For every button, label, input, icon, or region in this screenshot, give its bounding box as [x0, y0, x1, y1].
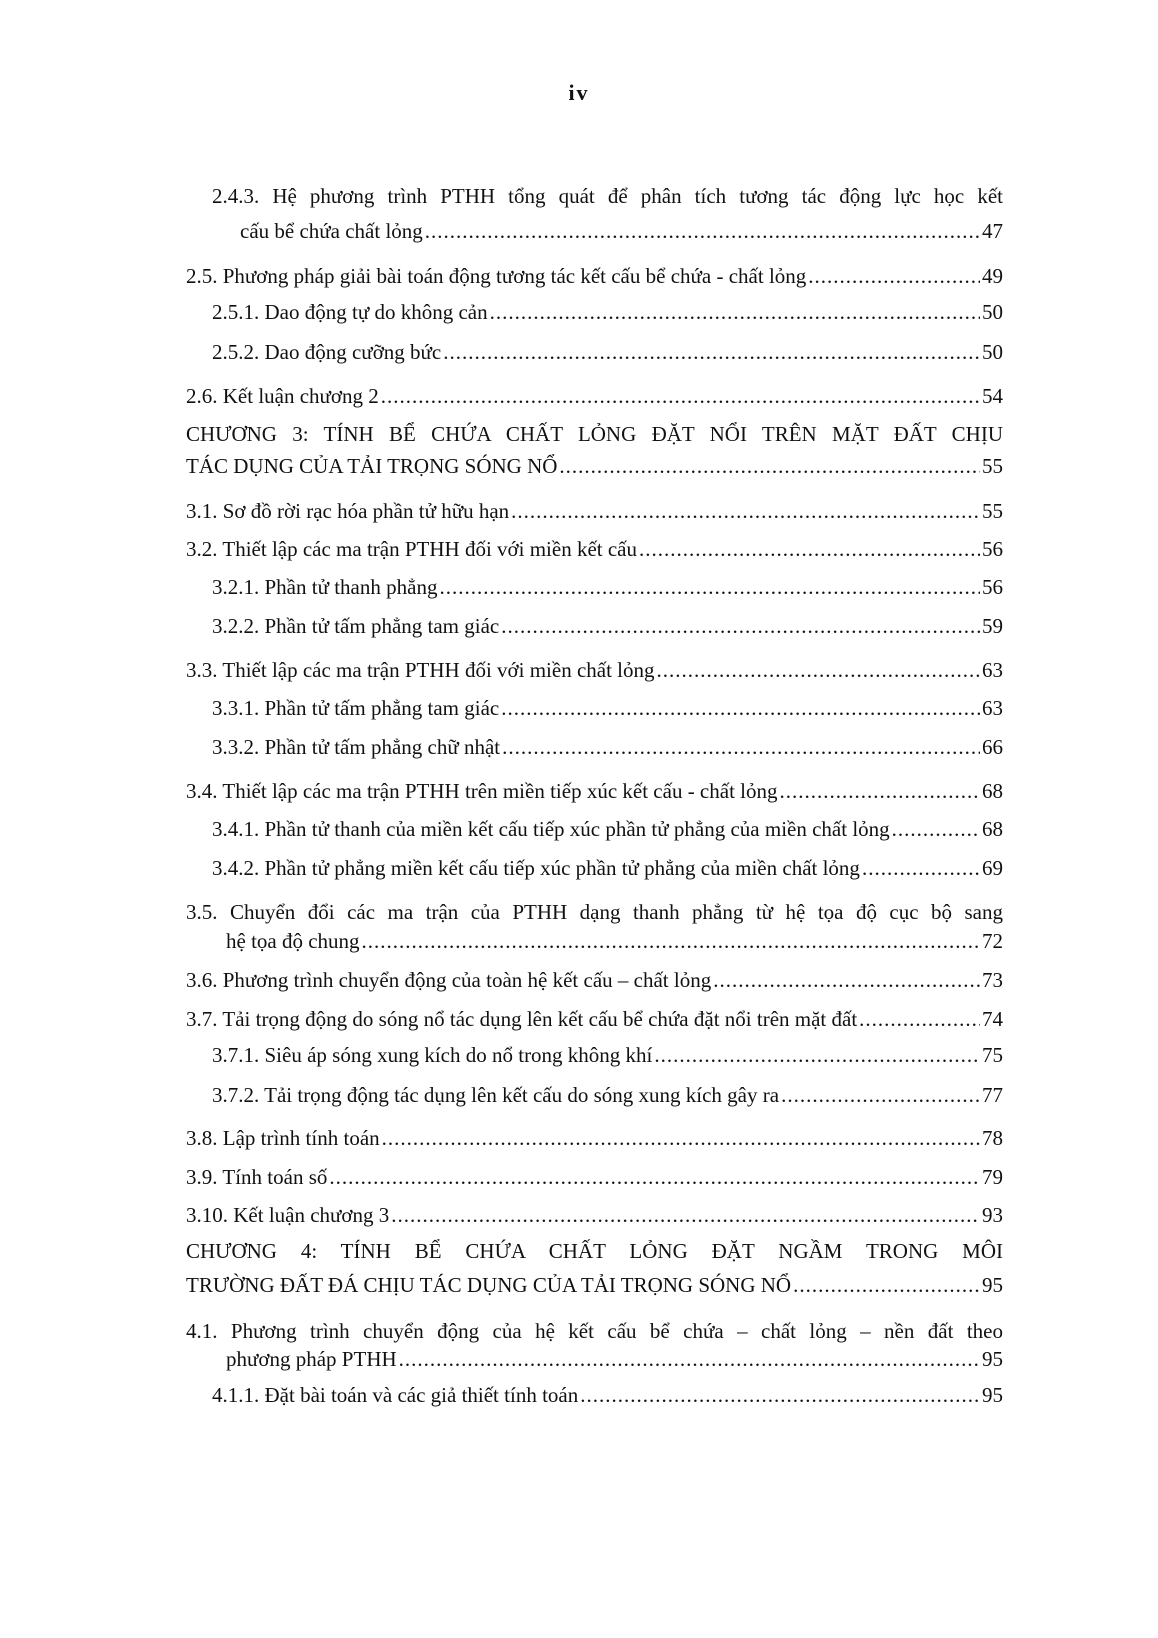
dot-leader: [329, 1165, 980, 1190]
toc-entry-text: 3.6. Phương trình chuyển động của toàn hệ kết cấu – chất lỏng: [186, 968, 712, 992]
toc-entry-text: TRƯỜNG ĐẤT ĐÁ CHỊU TÁC DỤNG CỦA TẢI TRỌNG SÓNG NỔ: [186, 1273, 792, 1297]
toc-page-number: 79: [982, 1165, 1003, 1189]
toc-entry-text: 2.5. Phương pháp giải bài toán động tương tác kết cấu bể chứa - chất lỏng: [186, 264, 807, 288]
toc-page-number: 95: [982, 1383, 1003, 1407]
toc-entry-text: 3.5. Chuyển đổi các ma trận của PTHH dạng thanh phẳng từ hệ tọa độ cục bộ sang: [186, 900, 1003, 924]
toc-page-number: 68: [982, 817, 1003, 841]
toc-page-number: 95: [982, 1273, 1003, 1297]
toc-page-number: 78: [982, 1126, 1003, 1150]
toc-entry-text: 3.7. Tải trọng động do sóng nổ tác dụng lên kết cấu bể chứa đặt nổi trên mặt đất: [186, 1007, 858, 1031]
dot-leader: [892, 817, 980, 842]
dot-leader: [780, 779, 981, 804]
toc-entry-line: [186, 968, 1003, 993]
toc-entry-text: 3.3.1. Phần tử tấm phẳng tam giác: [212, 696, 500, 720]
toc-entry-text: 3.8. Lập trình tính toán: [186, 1126, 380, 1150]
toc-entry-line: [212, 340, 1003, 365]
toc-entry-line: [186, 1273, 1003, 1298]
toc-page-number: 72: [982, 929, 1003, 953]
toc-entry-text: 4.1.1. Đặt bài toán và các giả thiết tính toán: [212, 1383, 579, 1407]
toc-entry-text: 3.7.2. Tải trọng động tác dụng lên kết cấu do sóng xung kích gây ra: [212, 1083, 780, 1107]
toc-page-number: 77: [982, 1083, 1003, 1107]
dot-leader: [713, 968, 980, 993]
toc-entry-line: [186, 384, 1003, 409]
toc-page-number: 93: [982, 1203, 1003, 1227]
toc-entry-line: [212, 300, 1003, 325]
dot-leader: [654, 1043, 980, 1068]
toc-entry-text: 3.4.1. Phần tử thanh của miền kết cấu tiếp xúc phần tử phẳng của miền chất lỏng: [212, 817, 890, 841]
toc-entry-line: [186, 779, 1003, 804]
toc-entry-text: 3.4.2. Phần tử phẳng miền kết cấu tiếp xúc phần tử phẳng của miền chất lỏng: [212, 856, 860, 880]
toc-page-number: 63: [982, 658, 1003, 682]
toc-entry-line: [186, 1007, 1003, 1032]
toc-entry-line: [212, 614, 1003, 639]
dot-leader: [862, 856, 980, 881]
toc-entry-text: 3.7.1. Siêu áp sóng xung kích do nổ trong không khí: [212, 1043, 653, 1067]
toc-entry-text: 3.1. Sơ đồ rời rạc hóa phần tử hữu hạn: [186, 499, 510, 523]
dot-leader: [501, 614, 980, 639]
toc-entry-text: CHƯƠNG 4: TÍNH BỂ CHỨA CHẤT LỎNG ĐẶT NGẦM TRONG MÔI: [186, 1239, 1003, 1263]
toc-page-number: 55: [982, 499, 1003, 523]
dot-leader: [399, 1347, 980, 1372]
toc-entry-text: hệ tọa độ chung: [226, 929, 360, 953]
toc-page-number: 59: [982, 614, 1003, 638]
toc-entry-text: 2.4.3. Hệ phương trình PTHH tổng quát để phân tích tương tác động lực học kết: [212, 184, 1003, 208]
toc-page-number: 49: [982, 264, 1003, 288]
toc-entry-text: 2.5.1. Dao động tự do không cản: [212, 300, 488, 324]
toc-entry-text: cấu bể chứa chất lỏng: [240, 219, 423, 243]
dot-leader: [559, 454, 980, 479]
dot-leader: [511, 499, 980, 524]
toc-page-number: 75: [982, 1043, 1003, 1067]
toc-page-number: 47: [982, 219, 1003, 243]
toc-entry-text: CHƯƠNG 3: TÍNH BỂ CHỨA CHẤT LỎNG ĐẶT NỔI TRÊN MẶT ĐẤT CHỊU: [186, 422, 1003, 446]
toc-page-number: 50: [982, 340, 1003, 364]
toc-entry-line: [186, 1126, 1003, 1151]
toc-entry-text: 3.10. Kết luận chương 3: [186, 1203, 390, 1227]
toc-entry-line: [186, 537, 1003, 562]
dot-leader: [580, 1383, 980, 1408]
dot-leader: [808, 264, 980, 289]
toc-page-number: 50: [982, 300, 1003, 324]
toc-page-number: 54: [982, 384, 1003, 408]
toc-entry-line-wrapped: [186, 900, 1003, 925]
toc-entry-line: [212, 1083, 1003, 1108]
toc-entry-line-wrapped: [186, 1239, 1003, 1264]
toc-entry-line: [186, 1203, 1003, 1228]
toc-page-number: 66: [982, 735, 1003, 759]
toc-entry-text: 3.2. Thiết lập các ma trận PTHH đối với miền kết cấu: [186, 537, 638, 561]
toc-entry-line: [186, 1165, 1003, 1190]
dot-leader: [382, 1126, 980, 1151]
dot-leader: [425, 219, 980, 244]
dot-leader: [793, 1273, 980, 1298]
toc-entry-line: [212, 1043, 1003, 1068]
toc-entry-line: [212, 735, 1003, 760]
dot-leader: [443, 340, 980, 365]
dot-leader: [781, 1083, 980, 1108]
toc-page-number: 55: [982, 454, 1003, 478]
toc-entry-text: TÁC DỤNG CỦA TẢI TRỌNG SÓNG NỔ: [186, 454, 558, 478]
toc-page-number: 68: [982, 779, 1003, 803]
toc-entry-line-wrapped: [212, 184, 1003, 209]
toc-entry-text: 3.3.2. Phần tử tấm phẳng chữ nhật: [212, 735, 501, 759]
toc-entry-text: 2.5.2. Dao động cưỡng bức: [212, 340, 442, 364]
toc-page-number: 63: [982, 696, 1003, 720]
toc-entry-line: [186, 264, 1003, 289]
toc-entry-text: phương pháp PTHH: [226, 1347, 397, 1371]
page-number: iv: [568, 80, 590, 105]
dot-leader: [439, 575, 980, 600]
toc-entry-line: [186, 454, 1003, 479]
toc-entry-line: [240, 219, 1003, 244]
toc-entry-text: 2.6. Kết luận chương 2: [186, 384, 379, 408]
toc-entry-text: 3.2.2. Phần tử tấm phẳng tam giác: [212, 614, 500, 638]
toc-entry-line: [226, 1347, 1003, 1372]
toc-entry-line: [212, 856, 1003, 881]
toc-entry-text: 4.1. Phương trình chuyển động của hệ kết cấu bể chứa – chất lỏng – nền đất theo: [186, 1319, 1003, 1343]
toc-entry-line: [212, 1383, 1003, 1408]
dot-leader: [391, 1203, 980, 1228]
toc-entry-line-wrapped: [186, 1319, 1003, 1344]
toc-entry-line: [186, 658, 1003, 683]
dot-leader: [639, 537, 980, 562]
toc-entry-line: [186, 499, 1003, 524]
toc-page-number: 56: [982, 537, 1003, 561]
toc-page-number: 74: [982, 1007, 1003, 1031]
dot-leader: [657, 658, 980, 683]
toc-page-number: 56: [982, 575, 1003, 599]
toc-entry-line: [212, 817, 1003, 842]
toc-page-number: 69: [982, 856, 1003, 880]
dot-leader: [501, 696, 980, 721]
dot-leader: [490, 300, 980, 325]
toc-entry-line: [212, 575, 1003, 600]
dot-leader: [502, 735, 980, 760]
toc-entry-text: 3.2.1. Phần tử thanh phẳng: [212, 575, 438, 599]
toc-entry-line-wrapped: [186, 422, 1003, 447]
dot-leader: [859, 1007, 980, 1032]
toc-entry-text: 3.4. Thiết lập các ma trận PTHH trên miền tiếp xúc kết cấu - chất lỏng: [186, 779, 778, 803]
toc-entry-text: 3.9. Tính toán số: [186, 1165, 328, 1189]
dot-leader: [381, 384, 980, 409]
toc-entry-line: [212, 696, 1003, 721]
dot-leader: [362, 929, 980, 954]
toc-entry-line: [226, 929, 1003, 954]
toc-entry-text: 3.3. Thiết lập các ma trận PTHH đối với miền chất lỏng: [186, 658, 655, 682]
toc-page-number: 95: [982, 1347, 1003, 1371]
toc-page-number: 73: [982, 968, 1003, 992]
